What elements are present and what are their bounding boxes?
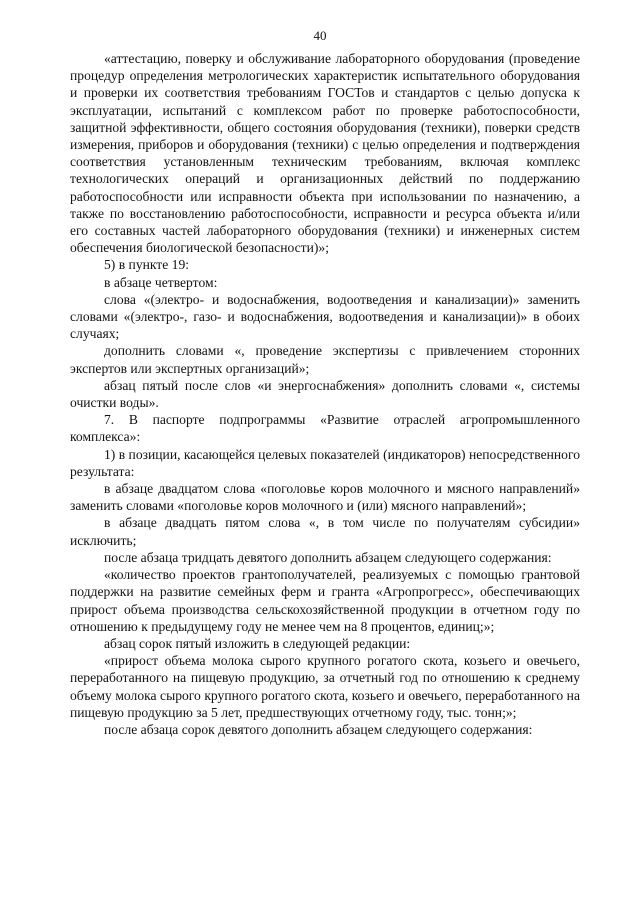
paragraph-quote-projects: «количество проектов грантополучателей, реализуемых с помощью грантовой поддержки на развитие семейных ферм и гранта «Агропрогресс», обеспечивающих прирост объема производства сельскохозяйственной продукции в отчетном году по отношению к предыдущему году не менее чем на 8 процентов, единиц;»; — [70, 567, 580, 634]
paragraph-item-7: 7. В паспорте подпрограммы «Развитие отраслей агропромышленного комплекса»: — [70, 412, 580, 445]
page-number: 40 — [313, 28, 327, 43]
paragraph-subitem-1: 1) в позиции, касающейся целевых показателей (индикаторов) непосредственного результата: — [70, 446, 580, 479]
paragraph-item-5: 5) в пункте 19: — [104, 257, 190, 273]
paragraph-abzac-45: абзац сорок пятый изложить в следующей редакции: — [104, 635, 411, 651]
paragraph-replace-words: слова «(электро- и водоснабжения, водоотведения и канализации)» заменить словами «(электро-, газо- и водоснабжения, водоотведения и канализации)» в обоих случаях; — [70, 291, 580, 342]
paragraph-after-abzac-39: после абзаца тридцать девятого дополнить абзацем следующего содержания: — [104, 549, 552, 565]
paragraph-quote-attestation: «аттестацию, поверку и обслуживание лабораторного оборудования (проведение процедур определения метрологических характеристик испытательного оборудования и проверки их соответствия требованиям ГОСТов и стандартов с целью допуска к эксплуатации, испытаний с комплексом работ по проверке работоспособности, защитной эффективности, общего состояния оборудования (техники), поверки средств измерения, приборов и оборудования (техники) с целью определения и подтверждения соответствия установленным техническим требованиям, включая комплекс технологических операций и организационных действий по поддержанию работоспособности или исправности объекта при использовании по назначению, а также по восстановлению работоспособности, исправности и ресурса объекта и/или его составных частей лабораторного оборудования (техники) и инженерных систем обеспечения биологической безопасности)»; — [70, 51, 580, 256]
document-body — [70, 50, 580, 738]
paragraph-abzac-25: в абзаце двадцать пятом слова «, в том числе по получателям субсидии» исключить; — [70, 515, 580, 548]
paragraph-quote-milk: «прирост объема молока сырого крупного рогатого скота, козьего и овечьего, переработанного на пищевую продукцию, за отчетный год по отношению к среднему объему молока сырого крупного рогатого скота, козьего и овечьего, переработанного на пищевую продукцию за 5 лет, предшествующих отчетному году, тыс. тонн;»; — [70, 653, 580, 720]
paragraph-add-words: дополнить словами «, проведение экспертизы с привлечением сторонних экспертов или экспертных организаций»; — [70, 343, 580, 376]
paragraph-after-abzac-49: после абзаца сорок девятого дополнить абзацем следующего содержания: — [104, 721, 533, 737]
paragraph-abzac-5: абзац пятый после слов «и энергоснабжения» дополнить словами «, системы очистки воды». — [70, 377, 580, 411]
paragraph-abzac-20: в абзаце двадцатом слова «поголовье коров молочного и мясного направлений» заменить словами «поголовье коров молочного и (или) мясного направлений»; — [70, 481, 580, 514]
paragraph-abzac-4: в абзаце четвертом: — [104, 274, 218, 290]
